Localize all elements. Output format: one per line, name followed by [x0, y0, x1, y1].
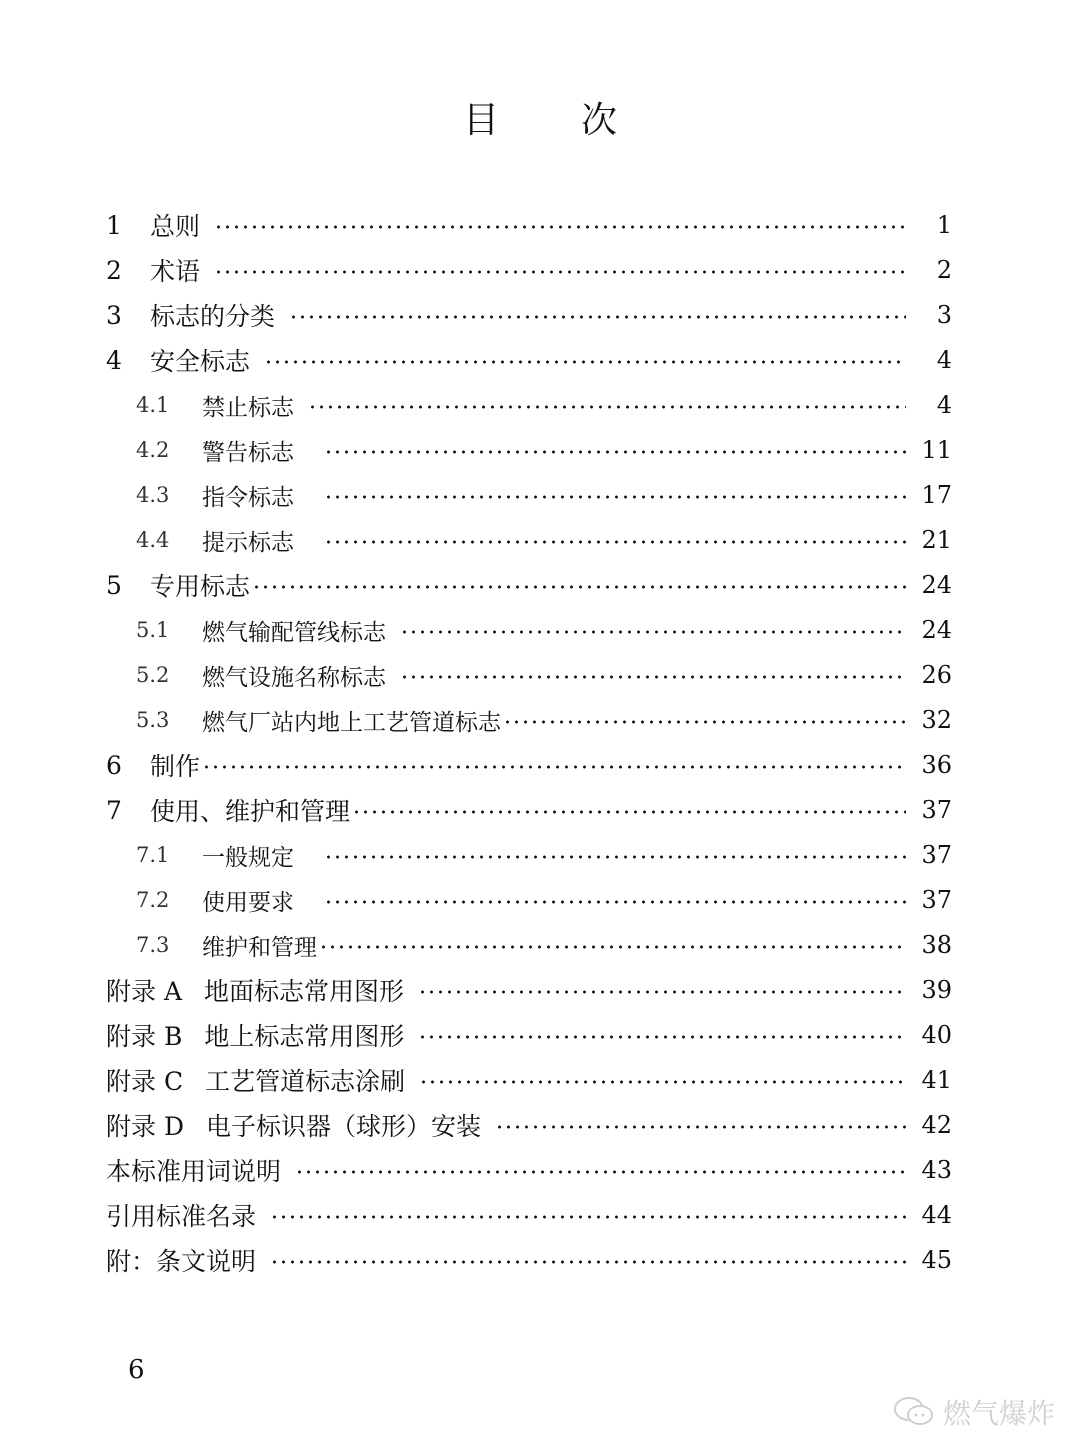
chat-bubbles-icon: [893, 1396, 937, 1428]
toc-number: 附录 A: [106, 977, 183, 1006]
toc-page: 38: [921, 931, 952, 959]
toc-number: 附录 D: [106, 1112, 184, 1141]
toc-number: 4.1: [136, 393, 170, 417]
toc-number: 5.2: [136, 663, 170, 687]
toc-number: 5.1: [136, 618, 170, 642]
leader-dots: [418, 990, 906, 994]
toc-page: 11: [921, 436, 952, 464]
toc-page: 17: [921, 481, 952, 509]
toc-number: 4.4: [136, 528, 170, 552]
leader-dots: [319, 945, 906, 949]
leader-dots: [264, 360, 906, 364]
watermark: [893, 1392, 1055, 1432]
toc-entry[interactable]: [106, 1150, 952, 1190]
toc-label: 制作: [150, 752, 201, 781]
toc-entry[interactable]: [106, 205, 952, 245]
leader-dots: [324, 450, 906, 454]
leader-dots: [324, 540, 906, 544]
toc-number: 4: [106, 345, 122, 375]
toc-page: 44: [921, 1201, 952, 1229]
page-title: [0, 92, 1080, 143]
toc-label: 指令标志: [202, 484, 294, 511]
toc-label: 地上标志常用图形: [204, 1022, 405, 1051]
toc-page: 39: [921, 976, 952, 1004]
toc-label: 本标准用词说明: [106, 1157, 282, 1186]
leader-dots: [252, 585, 906, 589]
toc-number: 6: [106, 750, 122, 780]
toc-page: 37: [921, 796, 952, 824]
toc-label: 警告标志: [202, 439, 294, 466]
toc-page: 45: [921, 1246, 952, 1274]
toc-entry[interactable]: [106, 970, 952, 1010]
toc-number: 附录 C: [106, 1067, 184, 1096]
toc-page: 42: [921, 1111, 952, 1139]
toc-number: 5.3: [136, 708, 170, 732]
toc-label: 提示标志: [202, 529, 294, 556]
leader-dots: [202, 765, 906, 769]
toc-number: 7.3: [136, 933, 170, 957]
title-char-2: 次: [581, 100, 618, 141]
leader-dots: [400, 675, 906, 679]
leader-dots: [289, 315, 906, 319]
toc-number: 7.2: [136, 888, 170, 912]
leader-dots: [324, 900, 906, 904]
toc-page: 24: [921, 571, 952, 599]
toc-label: 燃气输配管线标志: [202, 619, 386, 646]
leader-dots: [400, 630, 906, 634]
leader-dots: [270, 1215, 906, 1219]
toc-number: 附录 B: [106, 1022, 183, 1051]
toc-entry[interactable]: [106, 790, 952, 830]
toc-label: 维护和管理: [202, 934, 317, 961]
toc-page: 3: [936, 301, 952, 329]
toc-entry[interactable]: [106, 745, 952, 785]
leader-dots: [214, 225, 906, 229]
toc-entry[interactable]: [106, 1195, 952, 1235]
toc-label: 地面标志常用图形: [204, 977, 405, 1006]
toc-label: 引用标准名录: [106, 1202, 257, 1231]
toc-entry[interactable]: [106, 1060, 952, 1100]
toc-entry[interactable]: [106, 880, 952, 920]
toc-label: 安全标志: [150, 347, 251, 376]
toc-label: 标志的分类: [150, 302, 276, 331]
leader-dots: [214, 270, 906, 274]
toc-entry[interactable]: [106, 655, 952, 695]
leader-dots: [324, 855, 906, 859]
toc-label: 总则: [150, 212, 201, 241]
leader-dots: [324, 495, 906, 499]
toc-number: 1: [106, 210, 122, 240]
leader-dots: [418, 1035, 906, 1039]
toc-page: 26: [921, 661, 952, 689]
toc-label: 一般规定: [202, 844, 294, 871]
leader-dots: [352, 810, 906, 814]
toc-page: 43: [921, 1156, 952, 1184]
toc-label: 燃气设施名称标志: [202, 664, 386, 691]
toc-entry[interactable]: [106, 610, 952, 650]
toc-page: 24: [921, 616, 952, 644]
toc-number: 7: [106, 795, 122, 825]
toc-label: 专用标志: [150, 572, 251, 601]
toc-entry[interactable]: [106, 925, 952, 965]
toc-page: 4: [936, 346, 952, 374]
toc-page: 37: [921, 886, 952, 914]
toc-page: 4: [936, 391, 952, 419]
toc-label: 附：条文说明: [106, 1247, 257, 1276]
toc-entry[interactable]: [106, 1105, 952, 1145]
toc-number: 5: [106, 570, 122, 600]
toc-number: 2: [106, 255, 122, 285]
toc-label: 燃气厂站内地上工艺管道标志: [202, 709, 501, 736]
toc-entry[interactable]: [106, 340, 952, 380]
leader-dots: [270, 1260, 906, 1264]
toc-entry[interactable]: [106, 1015, 952, 1055]
toc-entry[interactable]: [106, 385, 952, 425]
toc-label: 电子标识器（球形）安装: [206, 1112, 482, 1141]
watermark-text: 燃气爆炸: [943, 1397, 1056, 1430]
toc-label: 术语: [150, 257, 201, 286]
toc-entry[interactable]: [106, 430, 952, 470]
toc-number: 3: [106, 300, 122, 330]
toc-label: 使用、维护和管理: [150, 797, 351, 826]
toc-page: 2: [936, 256, 952, 284]
toc-page: 32: [921, 706, 952, 734]
toc-page: 41: [921, 1066, 952, 1094]
footer-page-number: 6: [128, 1355, 145, 1385]
toc-entry[interactable]: [106, 250, 952, 290]
toc-entry[interactable]: [106, 700, 952, 740]
toc-page: 40: [921, 1021, 952, 1049]
toc-page: 21: [921, 526, 952, 554]
toc-entry[interactable]: [106, 565, 952, 605]
toc-label: 禁止标志: [202, 394, 294, 421]
toc-number: 7.1: [136, 843, 170, 867]
toc-entry[interactable]: [106, 835, 952, 875]
toc-entry[interactable]: [106, 520, 952, 560]
toc-page: 1: [936, 211, 952, 239]
leader-dots: [503, 720, 906, 724]
toc-entry[interactable]: [106, 475, 952, 515]
toc-page: 37: [921, 841, 952, 869]
leader-dots: [308, 405, 906, 409]
title-char-1: 目: [462, 100, 499, 141]
toc-page: 36: [921, 751, 952, 779]
leader-dots: [419, 1080, 906, 1084]
toc-entry[interactable]: [106, 295, 952, 335]
toc-label: 工艺管道标志涂刷: [205, 1067, 406, 1096]
toc-entry[interactable]: [106, 1240, 952, 1280]
toc-number: 4.2: [136, 438, 170, 462]
toc-number: 4.3: [136, 483, 170, 507]
toc-label: 使用要求: [202, 889, 294, 916]
leader-dots: [495, 1125, 906, 1129]
leader-dots: [295, 1170, 906, 1174]
